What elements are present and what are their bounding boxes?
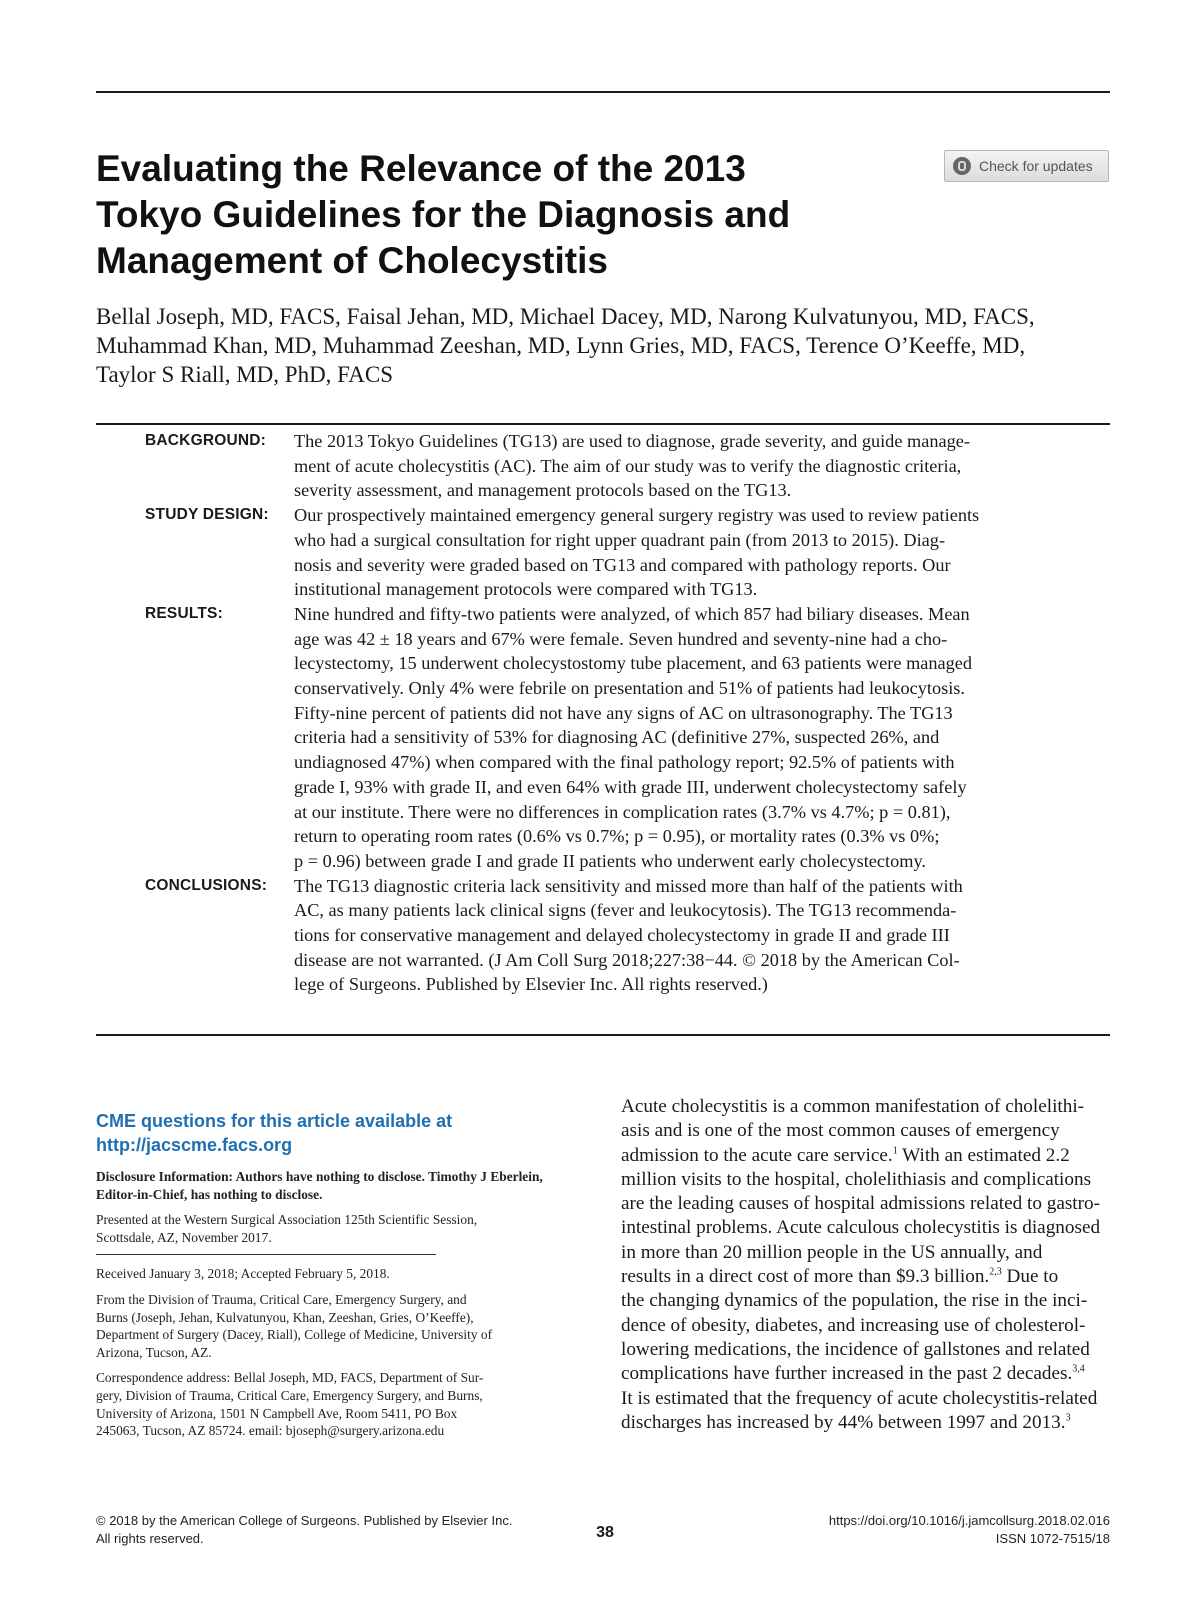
cme-link[interactable]: CME questions for this article available at http://jacscme.facs.org [96,1111,453,1155]
section-text: Nine hundred and fifty-two patients were analyzed, of which 857 had biliary diseases. Mean age was 42 ± 18 years and 67% were female. Seven hundred and seventy-nine had a cho- lecystectomy, 15 underwent cholecystostomy tube placement, and 63 patients were managed conservatively. Only 4% were febrile on presentation and 51% of patients had leukocytosis. Fifty-nine percent of patients did not have any signs of AC on ultrasonography. The TG13 criteria had a sensitivity of 53% for diagnosing AC (definitive 27%, suspected 26%, and undiagnosed 47%) when compared with the final pathology report; 92.5% of patients with grade I, 93% with grade II, and even 64% with grade III, underwent cholecystectomy safely at our institute. There were no differences in complication rates (3.7% vs 4.7%; p = 0.81), return to operating room rates (0.6% vs 0.7%; p = 0.95), or mortality rates (0.3% vs 0%; p = 0.96) between grade I and grade II patients who underwent early cholecystectomy. [294,603,973,871]
correspondence: gery, Division of Trauma, Critical Care, Emergency Surgery, and Burns, [96,1387,483,1403]
page-number: 38 [596,1524,614,1541]
notes-divider [96,1254,436,1255]
issn: ISSN 1072-7515/18 [995,1531,1110,1546]
disclosure: Disclosure Information: Authors have nothing to disclose. Timothy J Eberlein, [96,1169,543,1184]
citation-ref: 3 [1065,1412,1071,1424]
top-rule [96,91,1110,93]
footer-doi [829,1512,1110,1548]
bookmark-icon [953,157,971,175]
presented-note: Scottsdale, AZ, November 2017. [96,1229,272,1245]
footer-copyright: © 2018 by the American College of Surgeons. Published by Elsevier Inc. All rights reserved. [96,1513,513,1546]
section-text: Our prospectively maintained emergency general surgery registry was used to review patients who had a surgical consultation for right upper quadrant pain (from 2013 to 2015). Diag- nosis and severity were graded based on TG13 and compared with pathology reports. Our institutional management protocols were compared with TG13. [294,505,980,600]
abstract-conclusions [145,874,1050,998]
abstract [145,429,1050,997]
check-for-updates-label: Check for updates [979,158,1093,174]
section-label: CONCLUSIONS: [145,876,268,894]
affiliation: Burns (Joseph, Jehan, Kulvatunyou, Khan, Zeeshan, Gries, O’Keeffe), [96,1309,474,1325]
body-text: Acute cholecystitis is a common manifestation of cholelithi- asis and is one of the most common causes of emergency admission to the acute care service.$^1$ With an estimated 2.2 million visits to the hospital, cholelithiasis and complications are the leading causes of hospital admissions related to gastro- intestinal problems. Acute calculous cholecystitis is diagnosed in more than 20 million people in the US annually, and results in a direct cost of more than $9.3 billion.$^{2,3}$ Due to the changing dynamics of the population, the rise in the inci- dence of obesity, diabetes, and increasing use of cholesterol- lowering medications, the incidence of gallstones and related complications have further increased in the past 2 decades.$^{3,4}$ It is estimated that the frequency of acute cholecystitis-related discharges has increased by 44% between 1997 and 2013.$^3$ [621,1096,1101,1433]
correspondence: 245063, Tucson, AZ 85724. email: bjoseph@surgery.arizona.edu [96,1423,445,1439]
disclosure: Editor-in-Chief, has nothing to disclose. [96,1186,323,1202]
section-label: RESULTS: [145,604,223,622]
article-title: Evaluating the Relevance of the 2013 Tokyo Guidelines for the Diagnosis and Management of Cholecystitis [96,148,791,281]
section-text: The 2013 Tokyo Guidelines (TG13) are used to diagnose, grade severity, and guide manage- ment of acute cholecystitis (AC). The aim of our study was to verify the diagnostic criteria, severity assessment, and management protocols based on the TG13. [294,431,970,501]
section-text: The TG13 diagnostic criteria lack sensitivity and missed more than half of the patients with AC, as many patients lack clinical signs (fever and leukocytosis). The TG13 recommenda- tions for conservative management and delayed cholecystectomy in grade II and grade III disease are not warranted. (J Am Coll Surg 2018;227:38−44. © 2018 by the American Col- lege of Surgeons. Published by Elsevier Inc. All rights reserved.) [294,875,963,995]
presented-note: Presented at the Western Surgical Association 125th Scientific Session, [96,1212,478,1228]
affiliation: Department of Surgery (Dacey, Riall), College of Medicine, University of [96,1327,493,1343]
correspondence: University of Arizona, 1501 N Campbell Ave, Room 5411, PO Box [96,1405,458,1421]
correspondence: Correspondence address: Bellal Joseph, MD, FACS, Department of Sur- [96,1370,484,1386]
doi-link[interactable]: https://doi.org/10.1016/j.jamcollsurg.2018.02.016 [828,1513,1110,1528]
abstract-results [145,602,1050,874]
section-label: BACKGROUND: [145,432,267,449]
article-notes [96,1168,586,1440]
abstract-top-rule [96,423,1110,425]
author-list: Bellal Joseph, MD, FACS, Faisal Jehan, MD, Michael Dacey, MD, Narong Kulvatunyou, MD, FACS, Muhammad Khan, MD, Muhammad Zeeshan, MD, Lynn Gries, MD, FACS, Terence O’Keeffe, MD, Taylor S Riall, MD, PhD, FACS [96,304,1035,387]
citation-ref: 3,4 [1072,1363,1085,1375]
abstract-bottom-rule [96,1034,1110,1036]
section-label: STUDY DESIGN: [145,506,269,524]
abstract-study-design [145,503,1050,602]
check-for-updates-button[interactable] [944,150,1109,182]
affiliation: Arizona, Tucson, AZ. [96,1344,212,1360]
received-date: Received January 3, 2018; Accepted February 5, 2018. [96,1266,390,1282]
affiliation: From the Division of Trauma, Critical Care, Emergency Surgery, and [96,1291,467,1307]
citation-ref: 2,3 [989,1266,1002,1278]
citation-ref: 1 [892,1145,898,1157]
abstract-background [145,429,1050,503]
